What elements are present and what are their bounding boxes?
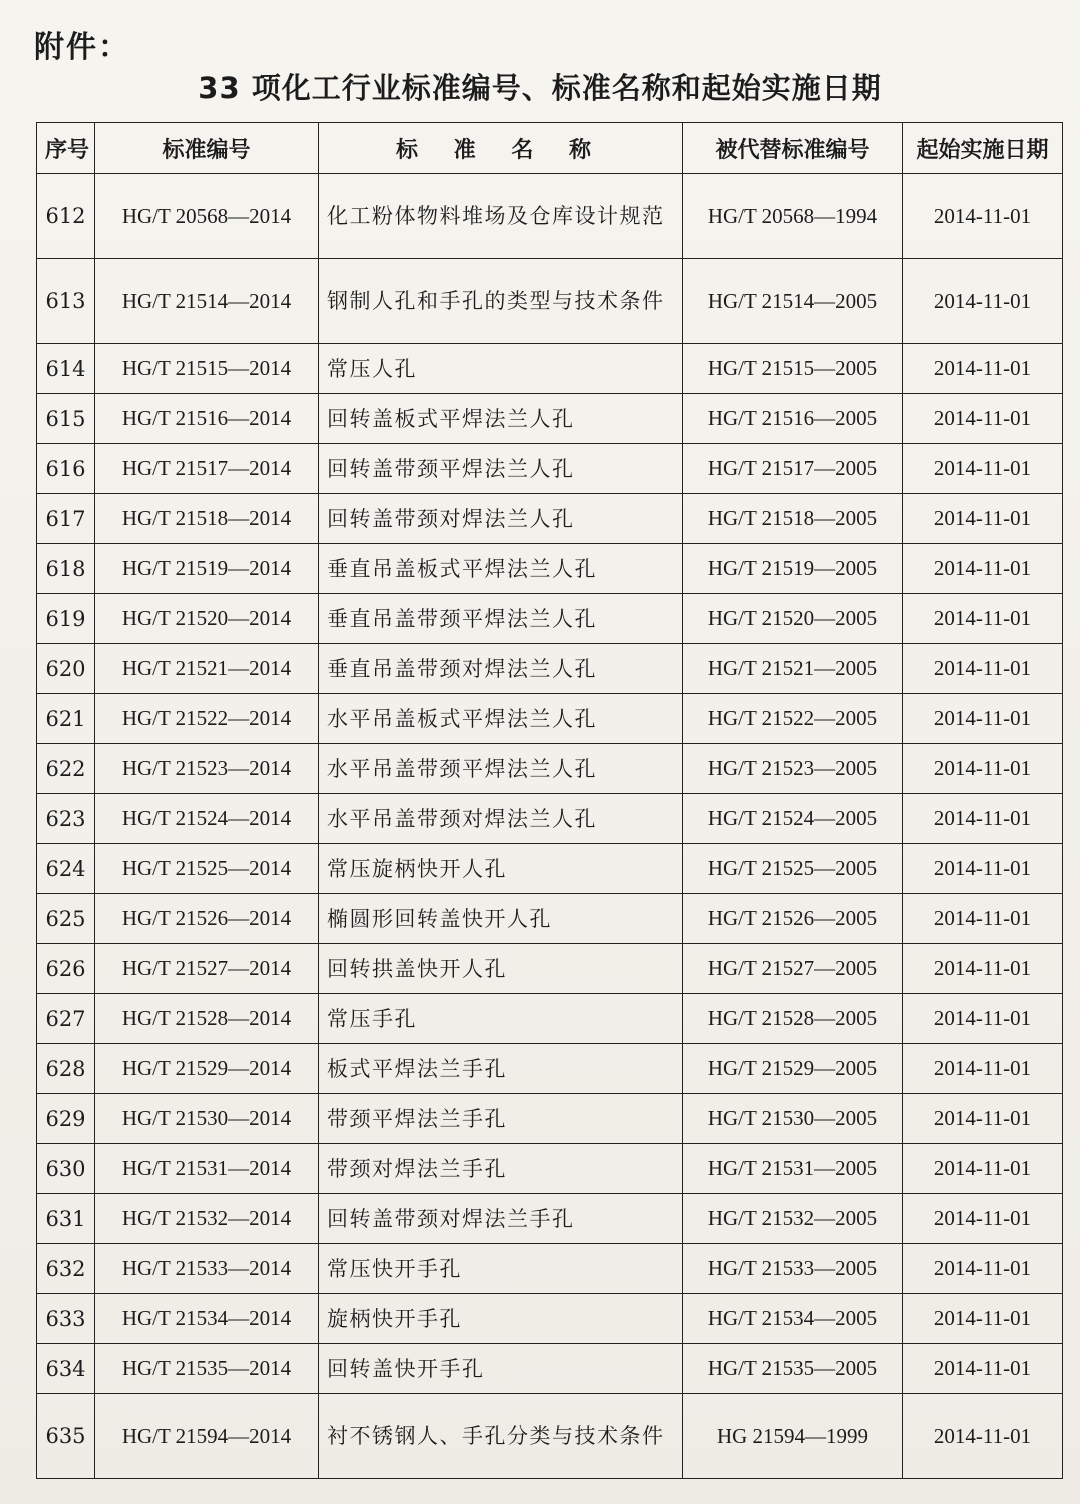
table-row [37,694,1063,744]
cell-replaced: HG/T 21520—2005 [683,594,903,644]
cell-code: HG/T 21526—2014 [95,894,319,944]
cell-code: HG/T 21594—2014 [95,1394,319,1479]
cell-code: HG/T 21532—2014 [95,1194,319,1244]
cell-seq: 632 [37,1244,95,1294]
cell-name: 回转盖板式平焊法兰人孔 [319,394,683,444]
table-row [37,594,1063,644]
table-row [37,259,1063,344]
cell-replaced: HG/T 21532—2005 [683,1194,903,1244]
cell-replaced: HG/T 21529—2005 [683,1044,903,1094]
table-row [37,994,1063,1044]
cell-code: HG/T 20568—2014 [95,174,319,259]
cell-replaced: HG 21594—1999 [683,1394,903,1479]
table-row [37,1294,1063,1344]
cell-name: 水平吊盖板式平焊法兰人孔 [319,694,683,744]
cell-date: 2014-11-01 [903,844,1063,894]
cell-code: HG/T 21528—2014 [95,994,319,1044]
cell-date: 2014-11-01 [903,894,1063,944]
cell-date: 2014-11-01 [903,1094,1063,1144]
cell-code: HG/T 21534—2014 [95,1294,319,1344]
header-seq: 序号 [37,123,95,174]
cell-code: HG/T 21518—2014 [95,494,319,544]
cell-date: 2014-11-01 [903,174,1063,259]
cell-name: 椭圆形回转盖快开人孔 [319,894,683,944]
cell-replaced: HG/T 21533—2005 [683,1244,903,1294]
table-row [37,1394,1063,1479]
table-row [37,844,1063,894]
table-row [37,394,1063,444]
cell-date: 2014-11-01 [903,444,1063,494]
cell-code: HG/T 21529—2014 [95,1044,319,1094]
table-row [37,1144,1063,1194]
cell-name: 衬不锈钢人、手孔分类与技术条件 [319,1394,683,1479]
cell-name: 回转拱盖快开人孔 [319,944,683,994]
cell-date: 2014-11-01 [903,1344,1063,1394]
cell-replaced: HG/T 21530—2005 [683,1094,903,1144]
header-code: 标准编号 [95,123,319,174]
table-row [37,794,1063,844]
table-row [37,1094,1063,1144]
cell-date: 2014-11-01 [903,1394,1063,1479]
cell-replaced: HG/T 21515—2005 [683,344,903,394]
cell-seq: 622 [37,744,95,794]
cell-date: 2014-11-01 [903,694,1063,744]
cell-name: 垂直吊盖带颈对焊法兰人孔 [319,644,683,694]
cell-seq: 614 [37,344,95,394]
cell-name: 带颈对焊法兰手孔 [319,1144,683,1194]
cell-seq: 615 [37,394,95,444]
cell-name: 回转盖带颈对焊法兰人孔 [319,494,683,544]
cell-code: HG/T 21533—2014 [95,1244,319,1294]
header-replaced: 被代替标准编号 [683,123,903,174]
cell-code: HG/T 21514—2014 [95,259,319,344]
cell-seq: 616 [37,444,95,494]
cell-seq: 631 [37,1194,95,1244]
cell-code: HG/T 21521—2014 [95,644,319,694]
cell-replaced: HG/T 21531—2005 [683,1144,903,1194]
standards-table [36,122,1063,1479]
cell-name: 垂直吊盖带颈平焊法兰人孔 [319,594,683,644]
cell-replaced: HG/T 21518—2005 [683,494,903,544]
table-row [37,1244,1063,1294]
cell-replaced: HG/T 21534—2005 [683,1294,903,1344]
cell-seq: 617 [37,494,95,544]
cell-code: HG/T 21515—2014 [95,344,319,394]
cell-seq: 630 [37,1144,95,1194]
table-row [37,444,1063,494]
table-row [37,1044,1063,1094]
cell-seq: 619 [37,594,95,644]
cell-code: HG/T 21527—2014 [95,944,319,994]
cell-seq: 626 [37,944,95,994]
cell-replaced: HG/T 21516—2005 [683,394,903,444]
cell-seq: 618 [37,544,95,594]
table-row [37,174,1063,259]
cell-date: 2014-11-01 [903,594,1063,644]
cell-name: 旋柄快开手孔 [319,1294,683,1344]
cell-name: 水平吊盖带颈对焊法兰人孔 [319,794,683,844]
cell-replaced: HG/T 21517—2005 [683,444,903,494]
cell-seq: 627 [37,994,95,1044]
cell-replaced: HG/T 21524—2005 [683,794,903,844]
cell-code: HG/T 21516—2014 [95,394,319,444]
cell-code: HG/T 21523—2014 [95,744,319,794]
cell-replaced: HG/T 21535—2005 [683,1344,903,1394]
cell-name: 回转盖快开手孔 [319,1344,683,1394]
cell-code: HG/T 21531—2014 [95,1144,319,1194]
cell-date: 2014-11-01 [903,394,1063,444]
cell-replaced: HG/T 21528—2005 [683,994,903,1044]
header-name: 标 准 名 称 [319,123,683,174]
cell-name: 水平吊盖带颈平焊法兰人孔 [319,744,683,794]
cell-replaced: HG/T 21523—2005 [683,744,903,794]
table-row [37,744,1063,794]
cell-date: 2014-11-01 [903,1044,1063,1094]
cell-seq: 629 [37,1094,95,1144]
cell-code: HG/T 21520—2014 [95,594,319,644]
header-date: 起始实施日期 [903,123,1063,174]
cell-code: HG/T 21524—2014 [95,794,319,844]
cell-date: 2014-11-01 [903,494,1063,544]
cell-seq: 635 [37,1394,95,1479]
cell-replaced: HG/T 21521—2005 [683,644,903,694]
table-header-row [37,123,1063,174]
table-row [37,344,1063,394]
cell-name: 常压人孔 [319,344,683,394]
cell-seq: 623 [37,794,95,844]
cell-seq: 634 [37,1344,95,1394]
cell-name: 回转盖带颈对焊法兰手孔 [319,1194,683,1244]
cell-code: HG/T 21522—2014 [95,694,319,744]
cell-name: 板式平焊法兰手孔 [319,1044,683,1094]
table-row [37,944,1063,994]
cell-name: 常压手孔 [319,994,683,1044]
cell-replaced: HG/T 21519—2005 [683,544,903,594]
cell-seq: 621 [37,694,95,744]
cell-seq: 624 [37,844,95,894]
cell-date: 2014-11-01 [903,1294,1063,1344]
cell-name: 垂直吊盖板式平焊法兰人孔 [319,544,683,594]
table-row [37,544,1063,594]
cell-seq: 613 [37,259,95,344]
table-row [37,644,1063,694]
cell-replaced: HG/T 21514—2005 [683,259,903,344]
cell-date: 2014-11-01 [903,644,1063,694]
cell-name: 化工粉体物料堆场及仓库设计规范 [319,174,683,259]
cell-date: 2014-11-01 [903,794,1063,844]
cell-date: 2014-11-01 [903,544,1063,594]
cell-code: HG/T 21519—2014 [95,544,319,594]
cell-date: 2014-11-01 [903,1194,1063,1244]
cell-name: 常压快开手孔 [319,1244,683,1294]
table-row [37,894,1063,944]
cell-name: 带颈平焊法兰手孔 [319,1094,683,1144]
cell-replaced: HG/T 21526—2005 [683,894,903,944]
cell-replaced: HG/T 21527—2005 [683,944,903,994]
cell-seq: 628 [37,1044,95,1094]
cell-code: HG/T 21530—2014 [95,1094,319,1144]
table-row [37,494,1063,544]
cell-name: 常压旋柄快开人孔 [319,844,683,894]
cell-date: 2014-11-01 [903,994,1063,1044]
cell-code: HG/T 21525—2014 [95,844,319,894]
cell-code: HG/T 21535—2014 [95,1344,319,1394]
attachment-label: 附件： [34,30,130,65]
cell-replaced: HG/T 21525—2005 [683,844,903,894]
document-title: 33 项化工行业标准编号、标准名称和起始实施日期 [198,71,882,105]
cell-date: 2014-11-01 [903,1144,1063,1194]
cell-replaced: HG/T 21522—2005 [683,694,903,744]
cell-date: 2014-11-01 [903,344,1063,394]
cell-date: 2014-11-01 [903,259,1063,344]
cell-seq: 625 [37,894,95,944]
cell-date: 2014-11-01 [903,944,1063,994]
cell-name: 钢制人孔和手孔的类型与技术条件 [319,259,683,344]
cell-replaced: HG/T 20568—1994 [683,174,903,259]
cell-seq: 633 [37,1294,95,1344]
cell-date: 2014-11-01 [903,1244,1063,1294]
cell-date: 2014-11-01 [903,744,1063,794]
cell-seq: 612 [37,174,95,259]
table-row [37,1194,1063,1244]
cell-code: HG/T 21517—2014 [95,444,319,494]
cell-seq: 620 [37,644,95,694]
cell-name: 回转盖带颈平焊法兰人孔 [319,444,683,494]
table-row [37,1344,1063,1394]
